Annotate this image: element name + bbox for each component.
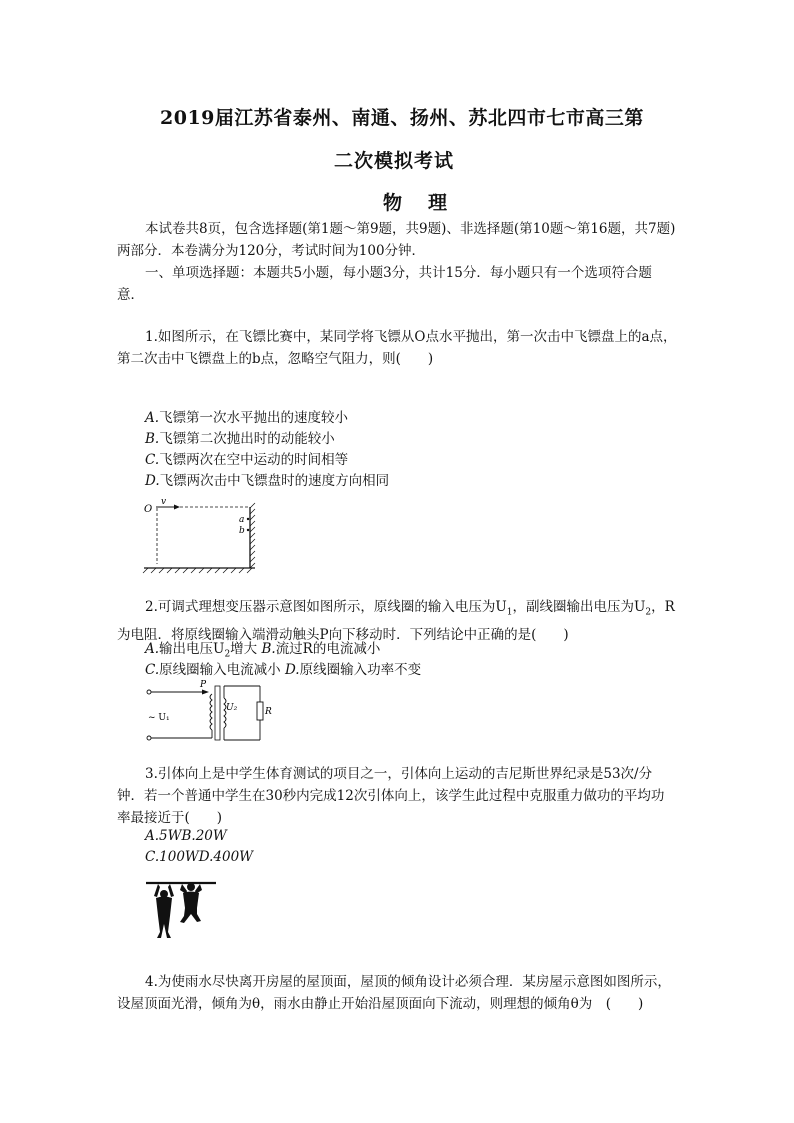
figure-label-v: v — [161, 497, 167, 507]
question-3-stem: 3.引体向上是中学生体育测试的项目之一，引体向上运动的吉尼斯世界纪录是53次/分钟．若一个普通中学生在30秒内完成12次引体向上，该学生此过程中克服重力做功的平均功率最接近于( ) — [117, 766, 665, 826]
exam-intro: 本试卷共8页，包含选择题(第1题～第9题，共9题)、非选择题(第10题～第16题，共7题)两部分．本卷满分为120分，考试时间为100分钟． — [117, 221, 676, 259]
figure-label-o: O — [144, 504, 153, 515]
option-text: 飞镖第一次水平抛出的速度较小 — [159, 410, 349, 426]
transformer-core — [215, 686, 220, 740]
subscript: 2 — [224, 649, 231, 660]
question-1-stem: 1.如图所示，在飞镖比赛中，某同学将飞镖从O点水平抛出，第一次击中飞镖盘上的a点，第二次击中飞镖盘上的b点，忽略空气阻力，则( ) — [117, 329, 677, 367]
exam-title-line1: 2019届江苏省泰州、南通、扬州、苏北四市七市高三第 — [160, 107, 644, 129]
option-letter: B. — [261, 641, 276, 657]
figure-label-u2: U₂ — [226, 703, 238, 713]
question-3-options-cd: C.100WD.400W — [145, 849, 254, 865]
question-4-stem: 4.为使雨水尽快离开房屋的屋顶面，屋顶的倾角设计必须合理．某房屋示意图如图所示，设屋顶面光滑，倾角为θ，雨水由静止开始沿屋顶面向下流动，则理想的倾角θ为 ( ) — [117, 974, 671, 1012]
transformer-figure — [140, 680, 275, 746]
ground-hatching — [143, 568, 252, 573]
student-silhouette-hanging — [154, 884, 174, 938]
slider-arrowhead — [202, 690, 209, 695]
input-terminal-bottom — [147, 736, 151, 740]
option-letter: C. — [145, 662, 160, 678]
exam-title-line2: 二次模拟考试 — [334, 150, 455, 172]
figure-label-r: R — [265, 707, 272, 717]
stem-part: ，R为电阻．将原线圈输入端滑动触头P向下移动时．下列结论中正确的是( ) — [117, 599, 675, 643]
option-text: 飞镖第二次抛出时的动能较小 — [159, 431, 335, 447]
subject-title: 物理 — [383, 192, 474, 214]
option-text: 增大 — [230, 641, 262, 657]
student-silhouette-pulling — [180, 883, 202, 923]
option-text: 原线圈输入功率不变 — [299, 662, 422, 678]
option-text: 原线圈输入电流减小 — [159, 662, 285, 678]
option-text: 飞镖两次击中飞镖盘时的速度方向相同 — [159, 473, 390, 489]
dart-board-figure — [140, 496, 270, 576]
question-1-option-d — [145, 471, 389, 492]
subscript: 2 — [645, 607, 652, 618]
wall-hatching — [250, 503, 255, 568]
velocity-arrowhead — [174, 505, 180, 510]
option-letter: A. — [145, 641, 160, 657]
option-letter: B. — [145, 431, 160, 447]
primary-coil — [210, 694, 212, 730]
resistor — [257, 702, 263, 720]
option-letter: C. — [145, 452, 160, 468]
option-text: 输出电压U — [159, 641, 225, 657]
stem-part: ，副线圈输出电压为U — [512, 599, 646, 615]
option-letter: D. — [284, 662, 300, 678]
point-a — [247, 518, 249, 520]
subscript: 1 — [506, 607, 513, 618]
option-text: 流过R的电流减小 — [275, 641, 381, 657]
figure-label-b: b — [239, 526, 245, 536]
question-1-option-b — [145, 429, 335, 450]
point-b — [247, 529, 249, 531]
stem-part: 2.可调式理想变压器示意图如图所示，原线圈的输入电压为U — [145, 599, 507, 615]
question-2-options-cd — [145, 660, 421, 681]
option-letter: A. — [145, 410, 160, 426]
option-letter: D. — [145, 473, 160, 489]
figure-label-a: a — [239, 515, 245, 525]
pull-up-figure — [140, 874, 220, 944]
question-1-option-c — [145, 450, 348, 471]
option-text: 飞镖两次在空中运动的时间相等 — [159, 452, 349, 468]
question-3-options-ab: A.5WB.20W — [145, 828, 227, 844]
question-1-option-a — [145, 408, 348, 429]
figure-label-p: P — [200, 680, 207, 690]
input-terminal-top — [147, 690, 151, 694]
figure-label-u1: ~ U₁ — [148, 713, 170, 723]
section-heading-single-choice: 一、单项选择题：本题共5小题，每小题3分，共计15分．每小题只有一个选项符合题意． — [117, 265, 652, 303]
